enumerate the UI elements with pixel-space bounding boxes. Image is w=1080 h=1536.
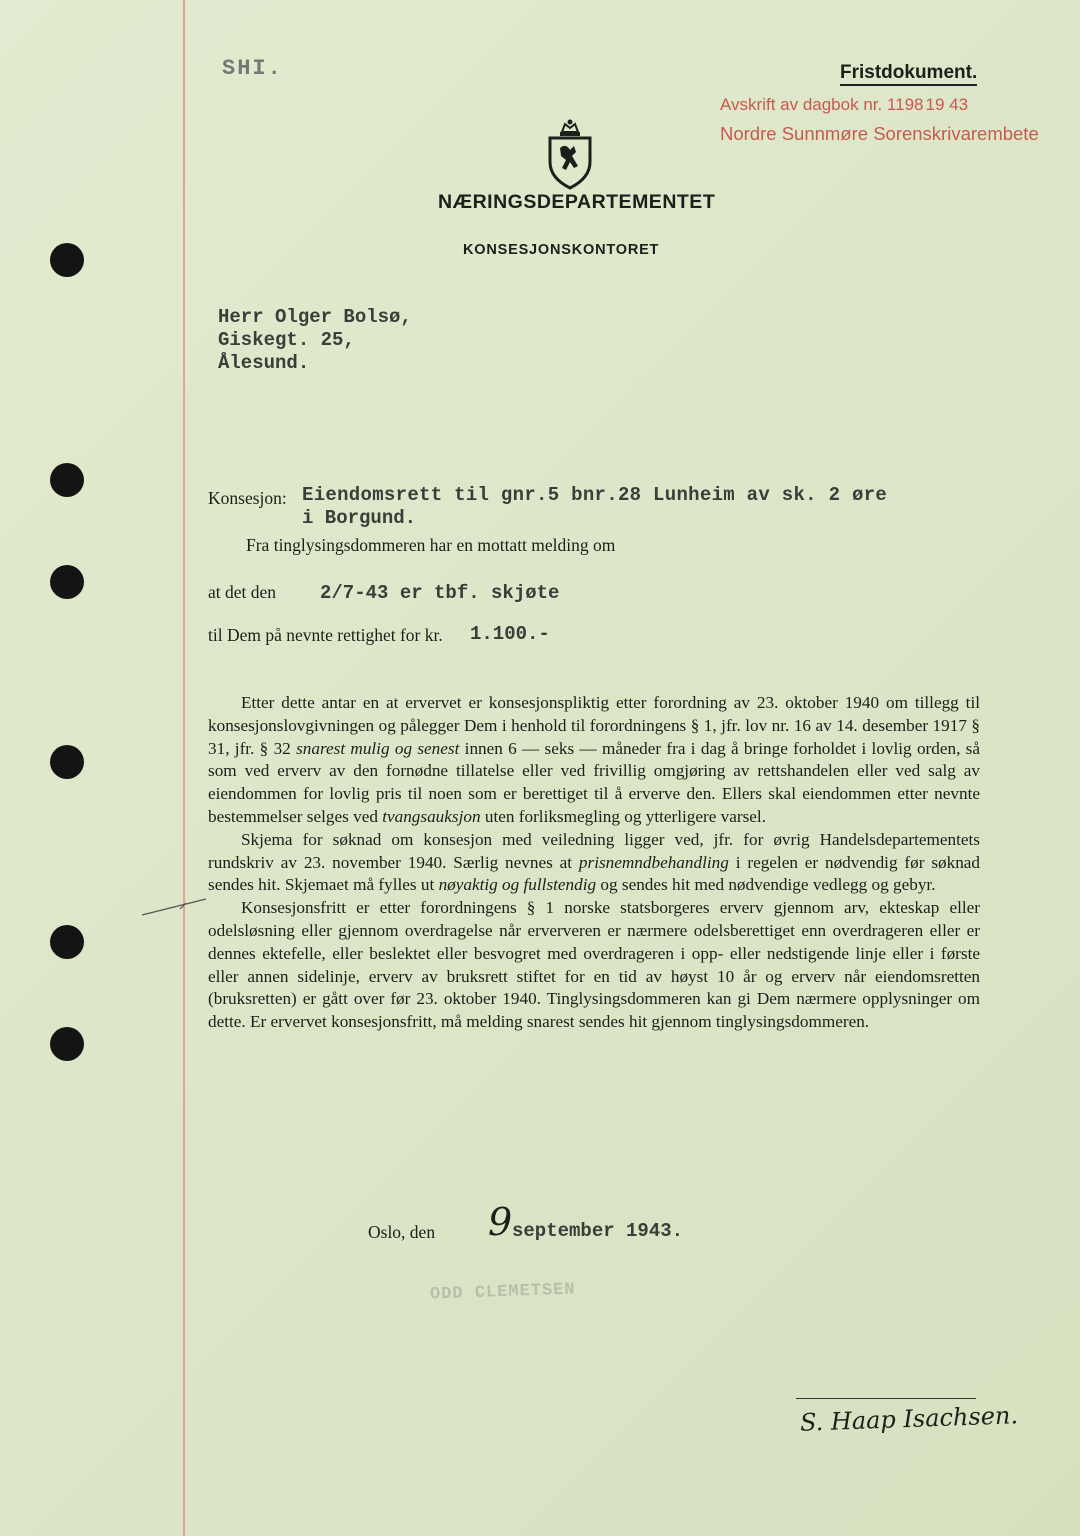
recipient-name: Herr Olger Bolsø, — [218, 306, 412, 328]
transfer-date-value: 2/7-43 er tbf. skjøte — [320, 582, 560, 604]
konsesjon-label: Konsesjon: — [208, 488, 287, 508]
office-name: KONSESJONSKONTORET — [463, 242, 660, 258]
date-typed: september 1943. — [512, 1220, 684, 1242]
signature-line — [796, 1398, 976, 1399]
red-margin-line — [183, 0, 185, 1536]
place-label: Oslo, den — [368, 1222, 436, 1242]
department-name: NÆRINGSDEPARTEMENTET — [438, 191, 716, 213]
signature: S. Haap Isachsen. — [799, 1401, 1019, 1437]
recipient-street: Giskegt. 25, — [218, 329, 355, 351]
transfer-date-label: at det den — [208, 582, 277, 602]
ref-code: SHI. — [222, 56, 283, 81]
konsesjon-value-line1: Eiendomsrett til gnr.5 bnr.28 Lunheim av sk. 2 øre — [302, 484, 888, 506]
body-paragraph-2: Skjema for søknad om konsesjon med veiledning ligger ved, jfr. for øvrig Handelsdepartementets rundskriv av 23. november 1940. Særlig nevnes at prisnemndbehandling i regelen er nødvendig før søknad sendes hit. Skjemaet må fylles ut nøyaktig og fullstendig og sendes hit med nødvendige vedlegg og gebyr. — [208, 829, 981, 895]
record-stamp-line1 — [720, 95, 968, 115]
body-paragraph-3: Konsesjonsfritt er etter forordningens § 1 norske statsborgeres erverv gjennom arv, ekteskap eller odelsløsning eller gjennom overdragelse når erververen er nærmere odelsberettiget enn overdrageren eller er dennes ektefelle, eller beslektet eller besvogret med overdrageren i opp- eller nedstigende linje eller i første eller annen sidelinje, erverv av bruksrett stiftet for en tid av høyst 10 år og erverv når eiendomsretten (bruksretten) er gått over før 23. oktober 1940. Tinglysingsdommeren kan gi Dem nærmere opplysninger om dette. Er ervervet konsesjonsfritt, må melding snarest sendes hit gjennom tinglysingsdommeren. — [208, 898, 980, 1032]
coat-of-arms-icon — [544, 118, 596, 190]
emphasis-text: snarest mulig og senest — [296, 738, 460, 758]
emphasis-text: tvangsauksjon — [382, 806, 481, 826]
faded-name-stamp: ODD CLEMETSEN — [429, 1280, 576, 1305]
emphasis-text: prisnemndbehandling — [578, 852, 729, 872]
punch-hole — [50, 565, 84, 599]
punch-hole — [50, 243, 84, 277]
fristdokument-label: Fristdokument. — [840, 62, 977, 86]
record-stamp-text: Avskrift av dagbok nr. 1198 — [720, 95, 924, 114]
recipient-city: Ålesund. — [218, 352, 310, 374]
record-stamp-year: 19 43 — [925, 95, 969, 114]
konsesjon-value-line2: i Borgund. — [302, 507, 417, 529]
record-stamp-line2: Nordre Sunnmøre Sorenskrivarembete — [720, 123, 1039, 144]
price-value: 1.100.- — [470, 623, 550, 645]
handwritten-day: 9 — [488, 1200, 513, 1244]
punch-hole — [50, 925, 84, 959]
body-paragraph-1: Etter dette antar en at ervervet er konsesjonspliktig etter forordning av 23. oktober 1940 om tillegg til konsesjonslovgivningen og pålegger Dem i henhold til forordningens § 1, jfr. lov nr. 16 av 14. desember 1917 § 31, jfr. § 32 snarest mulig og senest innen 6 — seks — måneder fra i dag å bringe forholdet i lovlig orden, så som ved erverv av den fornødne tillatelse eller ved frivillig omgjøring av rettshandelen eller ved salg av eiendommen for lovlig pris til noen som er berettiget til å erverve den. Ellers skal eiendommen etter nevnte bestemmelser selges ved tvangsauksjon uten forliksmegling og ytterligere varsel. — [208, 693, 981, 826]
pencil-mark — [140, 893, 210, 919]
punch-hole — [50, 745, 84, 779]
notice-line: Fra tinglysingsdommeren har en mottatt melding om — [246, 535, 616, 555]
emphasis-text: nøyaktig og fullstendig — [438, 875, 597, 895]
punch-hole — [50, 463, 84, 497]
punch-hole — [50, 1027, 84, 1061]
price-label: til Dem på nevnte rettighet for kr. — [208, 625, 443, 645]
letter-body — [208, 692, 980, 1034]
recipient-address — [218, 306, 412, 375]
